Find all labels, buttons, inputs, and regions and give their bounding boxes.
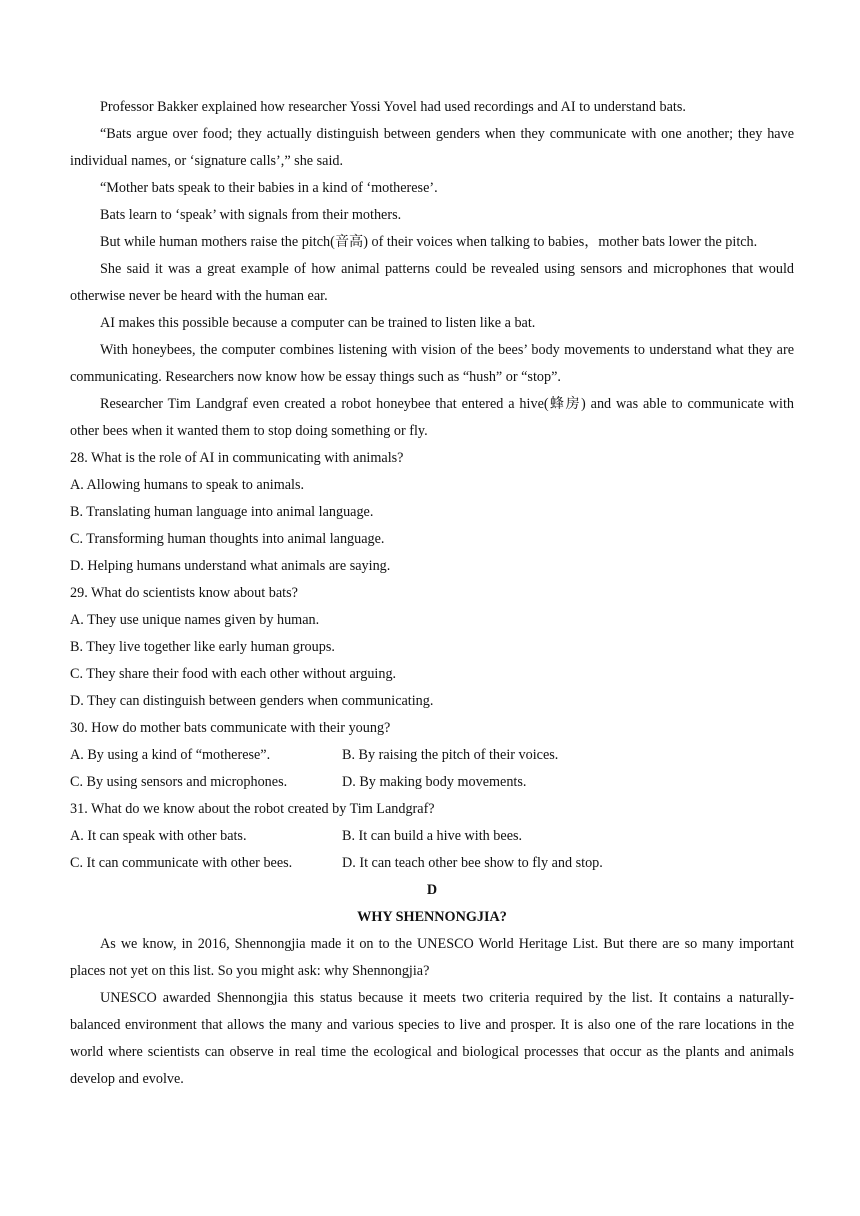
option-d: D. They can distinguish between genders when communicating. [70,693,434,709]
question-stem: 31. What do we know about the robot created by Tim Landgraf? [70,801,435,817]
option-d: D. Helping humans understand what animals are saying. [70,558,391,574]
section-title: WHY SHENNONGJIA? [357,909,507,925]
option-d: D. By making body movements. [342,774,527,790]
option-b: B. By raising the pitch of their voices. [342,747,559,763]
paragraph: AI makes this possible because a computer can be trained to listen like a bat. [100,315,536,331]
options-row [70,769,794,796]
question-30 [70,715,794,796]
question-stem: 29. What do scientists know about bats? [70,585,298,601]
paragraph: “Bats argue over food; they actually distinguish between genders when they communicate with one another; they have individual names, or ‘signature calls’,” she said. [70,126,794,169]
question-stem: 30. How do mother bats communicate with their young? [70,720,391,736]
section-letter: D [426,882,438,898]
paragraph: Professor Bakker explained how researcher Yossi Yovel had used recordings and AI to understand bats. [100,99,686,115]
option-a: A. By using a kind of “motherese”. [70,747,271,763]
paragraph: She said it was a great example of how animal patterns could be revealed using sensors and microphones that would otherwise never be heard with the human ear. [70,261,794,304]
question-29 [70,580,794,715]
paragraph: As we know, in 2016, Shennongjia made it on to the UNESCO World Heritage List. But there are so many important places not yet on this list. So you might ask: why Shennongjia? [70,936,794,979]
paragraph: Researcher Tim Landgraf even created a robot honeybee that entered a hive(蜂房) and was able to communicate with other bees when it wanted them to stop doing something or fly. [70,396,794,439]
paragraph: UNESCO awarded Shennongjia this status because it meets two criteria required by the list. It contains a naturally-balanced environment that allows the many and various species to live and prosper. It is also one of the rare locations in the world where scientists can observe in real time the ecological and biological processes that occur as the plants and animals develop and evolve. [70,990,794,1087]
option-b: B. They live together like early human groups. [70,639,335,655]
option-a: A. Allowing humans to speak to animals. [70,477,305,493]
paragraph: Bats learn to ‘speak’ with signals from their mothers. [100,207,402,223]
question-31 [70,796,794,877]
option-b: B. It can build a hive with bees. [342,828,523,844]
option-c: C. Transforming human thoughts into animal language. [70,531,385,547]
option-c: C. By using sensors and microphones. [70,774,288,790]
option-b: B. Translating human language into animal language. [70,504,374,520]
options-row [70,850,794,877]
option-c: C. They share their food with each other without arguing. [70,666,397,682]
paragraph: With honeybees, the computer combines listening with vision of the bees’ body movements to understand what they are communicating. Researchers now know how be essay things such as “hush” or “stop”. [70,342,794,385]
option-a: A. They use unique names given by human. [70,612,320,628]
question-stem: 28. What is the role of AI in communicating with animals? [70,450,404,466]
options-row [70,742,794,769]
question-28 [70,445,794,580]
document-content [70,94,794,1093]
option-c: C. It can communicate with other bees. [70,855,293,871]
options-row [70,823,794,850]
option-a: A. It can speak with other bats. [70,828,247,844]
option-d: D. It can teach other bee show to fly and stop. [342,855,603,871]
paragraph: But while human mothers raise the pitch(音高) of their voices when talking to babies，mother bats lower the pitch. [100,234,758,250]
paragraph: “Mother bats speak to their babies in a kind of ‘motherese’. [100,180,438,196]
